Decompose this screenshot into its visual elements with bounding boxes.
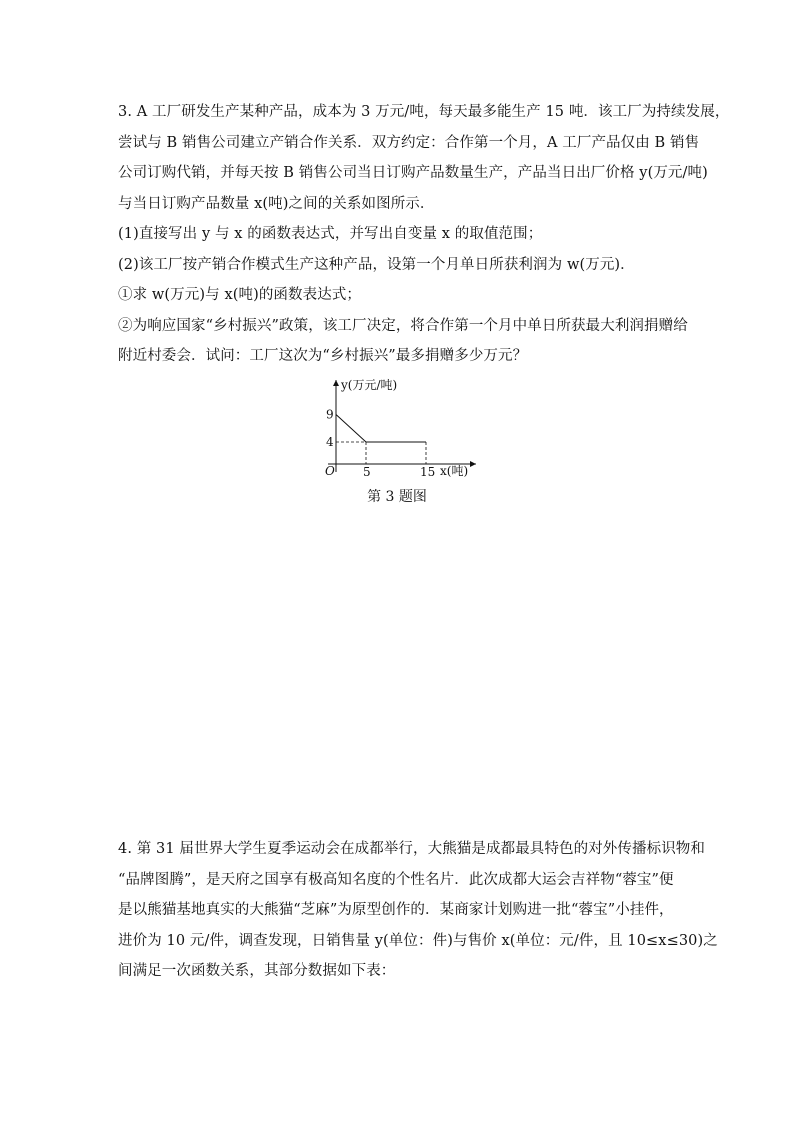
x-tick-label: 15	[420, 465, 436, 479]
problem-3-line: 与当日订购产品数量 x(吨)之间的关系如图所示．	[118, 195, 435, 212]
figure-caption: 第 3 题图	[367, 489, 427, 505]
problem-4-line: 是以熊猫基地真实的大熊猫“芝麻”为原型创作的．某商家计划购进一批“蓉宝”小挂件，	[118, 902, 674, 918]
problem-4-line: 间满足一次函数关系，其部分数据如下表：	[118, 963, 396, 979]
problem-4	[118, 834, 718, 987]
problem-3-line: 附近村委会．试问：工厂这次为“乡村振兴”最多捐赠多少万元？	[118, 348, 528, 364]
problem-3-line: ②为响应国家“乡村振兴”政策，该工厂决定，将合作第一个月中单日所获最大利润捐赠给	[118, 317, 688, 334]
problem-3-figure	[308, 370, 488, 485]
origin-label: O	[325, 464, 335, 478]
problem-3-line: (1)直接写出 y 与 x 的函数表达式，并写出自变量 x 的取值范围；	[118, 226, 543, 242]
function-graph	[308, 370, 488, 485]
y-axis-label: y(万元/吨)	[341, 378, 398, 392]
problem-4-line: “品牌图腾”，是天府之国享有极高知名度的个性名片．此次成都大运会吉祥物“蓉宝”便	[118, 871, 674, 888]
y-tick-label: 9	[326, 407, 334, 422]
function-line	[336, 415, 426, 443]
problem-3-line: 公司订购代销，并每天按 B 销售公司当日订购产品数量生产，产品当日出厂价格 y(万元/吨)	[118, 165, 708, 181]
problem-3	[118, 97, 730, 372]
problem-3-line: 尝试与 B 销售公司建立产销合作关系．双方约定：合作第一个月，A 工厂产品仅由 B 销售	[118, 134, 700, 151]
problem-3-line: 3. A 工厂研发生产某种产品，成本为 3 万元/吨，每天最多能生产 15 吨．该工厂为持续发展，	[118, 104, 730, 120]
problem-3-line: (2)该工厂按产销合作模式生产这种产品，设第一个月单日所获利润为 w(万元)．	[118, 256, 635, 273]
x-axis-label: x(吨)	[440, 464, 469, 478]
x-tick-label: 5	[363, 465, 371, 479]
problem-3-line: ①求 w(万元)与 x(吨)的函数表达式；	[118, 287, 362, 303]
problem-4-line: 4. 第 31 届世界大学生夏季运动会在成都举行，大熊猫是成都最具特色的对外传播标识物和	[118, 841, 706, 857]
problem-4-line: 进价为 10 元/件，调查发现，日销售量 y(单位：件)与售价 x(单位：元/件，且 10≤x≤30)之	[118, 932, 718, 949]
y-tick-label: 4	[326, 435, 334, 449]
